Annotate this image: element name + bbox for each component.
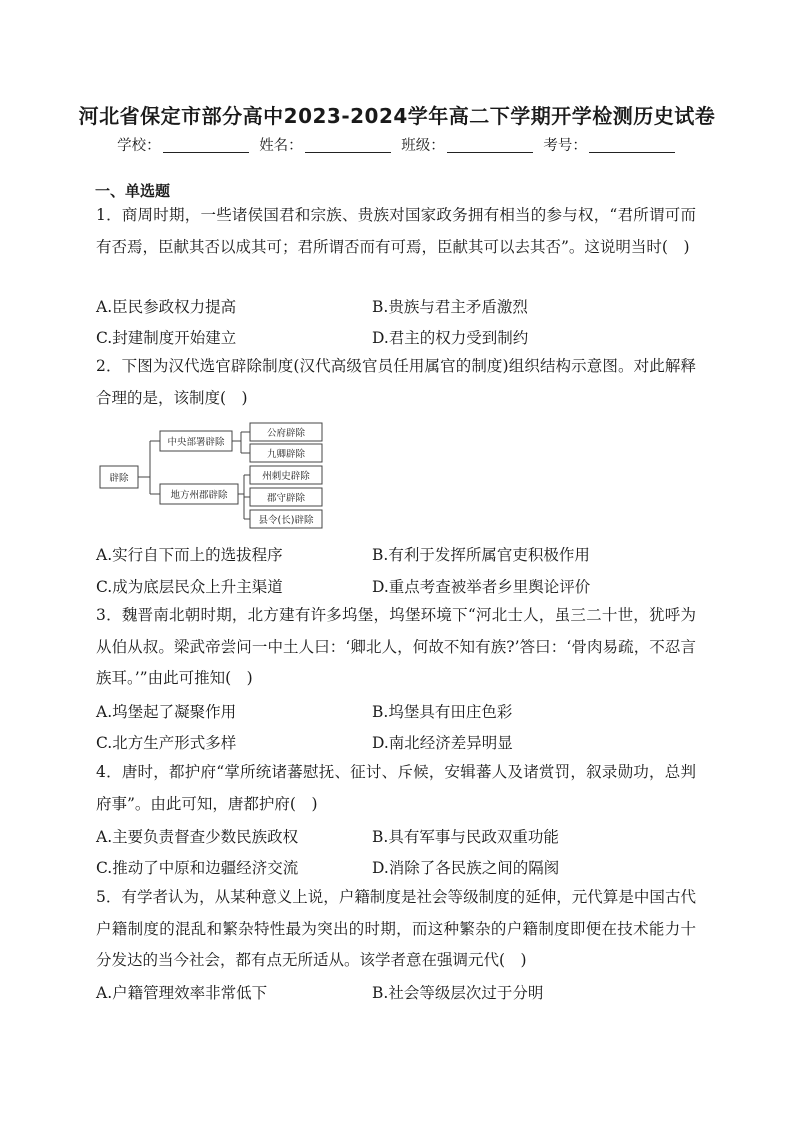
- class-label: 班级：: [401, 138, 445, 154]
- diagram-leaf-xianling: 县令(长)辟除: [258, 515, 314, 526]
- question-4-option-a: A.主要负责督查少数民族政权: [96, 828, 299, 846]
- diagram-root-label: 辟除: [109, 473, 129, 484]
- question-3-option-d: D.南北经济差异明显: [372, 734, 513, 752]
- question-2-option-d: D.重点考查被举者乡里舆论评价: [372, 578, 591, 596]
- diagram-branch-local: 地方州郡辟除: [170, 490, 228, 501]
- question-1-option-a: A.臣民参政权力提高: [96, 298, 237, 316]
- diagram-leaf-junshou: 郡守辟除: [266, 493, 306, 504]
- question-2-stem: 2．下图为汉代选官辟除制度(汉代高级官员任用属官的制度)组织结构示意图。对此解释合理的是，该制度( ): [96, 357, 696, 407]
- question-1-stem: 1．商周时期，一些诸侯国君和宗族、贵族对国家政务拥有相当的参与权，“君所谓可而有否焉，臣献其否以成其可；君所谓否而有可焉，臣献其可以去其否”。这说明当时( ): [96, 206, 696, 256]
- question-4-option-c: C.推动了中原和边疆经济交流: [96, 859, 299, 877]
- question-5-option-b: B.社会等级层次过于分明: [372, 984, 544, 1002]
- question-3-option-a: A.坞堡起了凝聚作用: [96, 703, 237, 721]
- question-3-option-b: B.坞堡具有田庄色彩: [372, 703, 513, 721]
- school-blank[interactable]: [163, 138, 249, 153]
- diagram-branch-central: 中央部署辟除: [167, 437, 225, 448]
- number-blank[interactable]: [589, 138, 675, 153]
- diagram-svg: [98, 421, 328, 533]
- question-3-option-c: C.北方生产形式多样: [96, 734, 237, 752]
- question-2-option-a: A.实行自下而上的选拔程序: [96, 546, 283, 564]
- name-label: 姓名：: [259, 138, 303, 154]
- student-info-line: [0, 134, 794, 155]
- diagram-leaf-gongfu: 公府辟除: [266, 428, 306, 439]
- question-1-option-c: C.封建制度开始建立: [96, 329, 237, 347]
- class-blank[interactable]: [447, 138, 533, 153]
- question-5-option-a: A.户籍管理效率非常低下: [96, 984, 268, 1002]
- question-2-option-c: C.成为底层民众上升主渠道: [96, 578, 283, 596]
- question-4-option-d: D.消除了各民族之间的隔阂: [372, 859, 560, 877]
- question-1-option-d: D.君主的权力受到制约: [372, 329, 529, 347]
- question-4-option-b: B.具有军事与民政双重功能: [372, 828, 559, 846]
- school-label: 学校：: [117, 138, 161, 154]
- question-1-option-b: B.贵族与君主矛盾激烈: [372, 298, 528, 316]
- question-5-stem: 5．有学者认为，从某种意义上说，户籍制度是社会等级制度的延伸，元代算是中国古代户籍制度的混乱和繁杂特性最为突出的时期，而这种繁杂的户籍制度即便在技术能力十分发达的当今社会，都有点无所适从。该学者意在强调元代( ): [96, 888, 696, 969]
- diagram-leaf-jiuqing: 九卿辟除: [266, 449, 306, 460]
- question-3-stem: 3．魏晋南北朝时期，北方建有许多坞堡，坞堡环境下“河北士人，虽三二十世，犹呼为从伯从叔。梁武帝尝问一中土人曰：‘卿北人，何故不知有族?’答曰：‘骨肉易疏，不忍言族耳。’”由此可推知( ): [96, 606, 696, 687]
- org-structure-diagram: [98, 421, 328, 533]
- question-2-option-b: B.有利于发挥所属官吏积极作用: [372, 546, 590, 564]
- question-4-stem: 4．唐时，都护府“掌所统诸蕃慰抚、征讨、斥候，安辑蕃人及诸赏罚，叙录勋功，总判府事”。由此可知，唐都护府( ): [96, 763, 696, 813]
- name-blank[interactable]: [305, 138, 391, 153]
- section-heading: 一、单选题: [95, 182, 171, 200]
- page-title: 河北省保定市部分高中2023-2024学年高二下学期开学检测历史试卷: [78, 104, 716, 128]
- diagram-leaf-zhoucishi: 州刺史辟除: [262, 471, 310, 482]
- number-label: 考号：: [543, 138, 587, 154]
